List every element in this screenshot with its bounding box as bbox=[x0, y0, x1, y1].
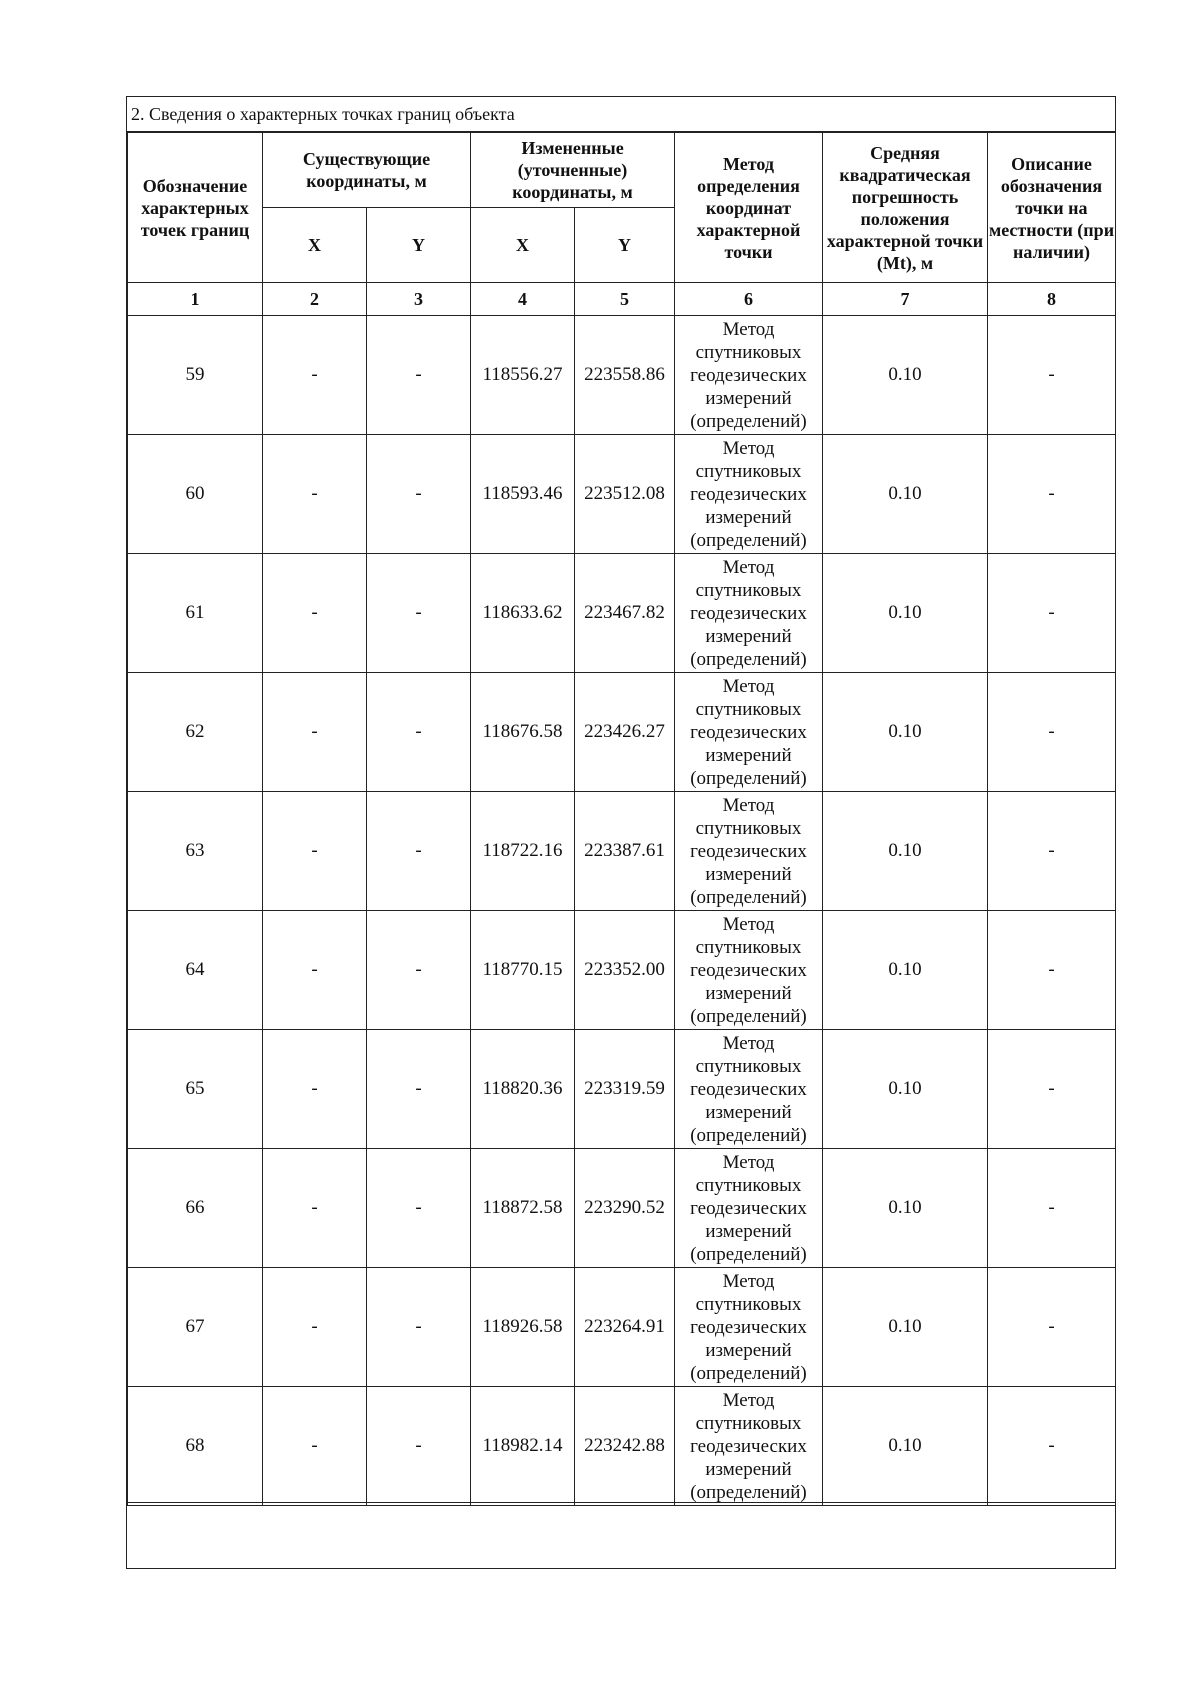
existing-x-cell: - bbox=[263, 1268, 367, 1387]
table-row bbox=[128, 673, 1116, 792]
description-cell: - bbox=[988, 316, 1116, 435]
column-number: 2 bbox=[263, 283, 367, 316]
changed-y-cell: 223242.88 bbox=[575, 1387, 675, 1506]
changed-y-cell: 223352.00 bbox=[575, 911, 675, 1030]
table-row bbox=[128, 792, 1116, 911]
changed-y-cell: 223558.86 bbox=[575, 316, 675, 435]
method-cell: Метод спутниковых геодезических измерений (определений) bbox=[675, 316, 823, 435]
changed-x-cell: 118676.58 bbox=[471, 673, 575, 792]
point-id-cell: 67 bbox=[128, 1268, 263, 1387]
changed-x-cell: 118982.14 bbox=[471, 1387, 575, 1506]
header-changed-y: Y bbox=[575, 208, 675, 283]
header-changed-coordinates: Измененные (уточненные) координаты, м bbox=[471, 133, 675, 208]
header-existing-y: Y bbox=[367, 208, 471, 283]
method-cell: Метод спутниковых геодезических измерений (определений) bbox=[675, 554, 823, 673]
mean-error-cell: 0.10 bbox=[823, 911, 988, 1030]
existing-y-cell: - bbox=[367, 911, 471, 1030]
existing-x-cell: - bbox=[263, 554, 367, 673]
description-cell: - bbox=[988, 673, 1116, 792]
empty-footer-row bbox=[127, 1502, 1115, 1568]
existing-y-cell: - bbox=[367, 1149, 471, 1268]
column-number: 8 bbox=[988, 283, 1116, 316]
column-number: 6 bbox=[675, 283, 823, 316]
header-method: Метод определения координат характерной точки bbox=[675, 133, 823, 283]
header-existing-x: X bbox=[263, 208, 367, 283]
header-description: Описание обозначения точки на местности (при наличии) bbox=[988, 133, 1116, 283]
boundary-points-table bbox=[127, 132, 1116, 1506]
mean-error-cell: 0.10 bbox=[823, 1387, 988, 1506]
existing-y-cell: - bbox=[367, 435, 471, 554]
existing-x-cell: - bbox=[263, 673, 367, 792]
changed-y-cell: 223290.52 bbox=[575, 1149, 675, 1268]
changed-x-cell: 118633.62 bbox=[471, 554, 575, 673]
description-cell: - bbox=[988, 554, 1116, 673]
mean-error-cell: 0.10 bbox=[823, 1030, 988, 1149]
table-row bbox=[128, 316, 1116, 435]
description-cell: - bbox=[988, 1268, 1116, 1387]
table-row bbox=[128, 911, 1116, 1030]
changed-y-cell: 223512.08 bbox=[575, 435, 675, 554]
changed-x-cell: 118770.15 bbox=[471, 911, 575, 1030]
description-cell: - bbox=[988, 792, 1116, 911]
header-existing-coordinates: Существующие координаты, м bbox=[263, 133, 471, 208]
header-point-designation: Обозначение характерных точек границ bbox=[128, 133, 263, 283]
column-number-row bbox=[128, 283, 1116, 316]
existing-x-cell: - bbox=[263, 1030, 367, 1149]
table-row bbox=[128, 435, 1116, 554]
document-sheet bbox=[126, 96, 1116, 1569]
point-id-cell: 60 bbox=[128, 435, 263, 554]
method-cell: Метод спутниковых геодезических измерений (определений) bbox=[675, 1030, 823, 1149]
table-row bbox=[128, 1149, 1116, 1268]
changed-y-cell: 223467.82 bbox=[575, 554, 675, 673]
header-row-1 bbox=[128, 133, 1116, 208]
existing-x-cell: - bbox=[263, 911, 367, 1030]
description-cell: - bbox=[988, 1149, 1116, 1268]
column-number: 4 bbox=[471, 283, 575, 316]
method-cell: Метод спутниковых геодезических измерений (определений) bbox=[675, 1268, 823, 1387]
point-id-cell: 63 bbox=[128, 792, 263, 911]
existing-y-cell: - bbox=[367, 792, 471, 911]
point-id-cell: 59 bbox=[128, 316, 263, 435]
method-cell: Метод спутниковых геодезических измерений (определений) bbox=[675, 435, 823, 554]
description-cell: - bbox=[988, 435, 1116, 554]
existing-y-cell: - bbox=[367, 1030, 471, 1149]
existing-y-cell: - bbox=[367, 316, 471, 435]
changed-y-cell: 223264.91 bbox=[575, 1268, 675, 1387]
column-number: 1 bbox=[128, 283, 263, 316]
changed-x-cell: 118556.27 bbox=[471, 316, 575, 435]
changed-x-cell: 118820.36 bbox=[471, 1030, 575, 1149]
existing-y-cell: - bbox=[367, 673, 471, 792]
mean-error-cell: 0.10 bbox=[823, 792, 988, 911]
mean-error-cell: 0.10 bbox=[823, 435, 988, 554]
point-id-cell: 64 bbox=[128, 911, 263, 1030]
mean-error-cell: 0.10 bbox=[823, 316, 988, 435]
point-id-cell: 68 bbox=[128, 1387, 263, 1506]
changed-x-cell: 118593.46 bbox=[471, 435, 575, 554]
point-id-cell: 65 bbox=[128, 1030, 263, 1149]
description-cell: - bbox=[988, 1030, 1116, 1149]
existing-y-cell: - bbox=[367, 1268, 471, 1387]
table-row bbox=[128, 1030, 1116, 1149]
changed-x-cell: 118926.58 bbox=[471, 1268, 575, 1387]
table-row bbox=[128, 554, 1116, 673]
method-cell: Метод спутниковых геодезических измерений (определений) bbox=[675, 792, 823, 911]
existing-x-cell: - bbox=[263, 792, 367, 911]
mean-error-cell: 0.10 bbox=[823, 1268, 988, 1387]
header-changed-x: X bbox=[471, 208, 575, 283]
mean-error-cell: 0.10 bbox=[823, 673, 988, 792]
method-cell: Метод спутниковых геодезических измерений (определений) bbox=[675, 1387, 823, 1506]
method-cell: Метод спутниковых геодезических измерений (определений) bbox=[675, 911, 823, 1030]
existing-x-cell: - bbox=[263, 1149, 367, 1268]
existing-x-cell: - bbox=[263, 1387, 367, 1506]
mean-error-cell: 0.10 bbox=[823, 554, 988, 673]
point-id-cell: 62 bbox=[128, 673, 263, 792]
method-cell: Метод спутниковых геодезических измерений (определений) bbox=[675, 1149, 823, 1268]
changed-y-cell: 223319.59 bbox=[575, 1030, 675, 1149]
existing-y-cell: - bbox=[367, 554, 471, 673]
header-mean-error: Средняя квадратическая погрешность положения характерной точки (Mt), м bbox=[823, 133, 988, 283]
changed-y-cell: 223387.61 bbox=[575, 792, 675, 911]
existing-y-cell: - bbox=[367, 1387, 471, 1506]
column-number: 3 bbox=[367, 283, 471, 316]
changed-y-cell: 223426.27 bbox=[575, 673, 675, 792]
mean-error-cell: 0.10 bbox=[823, 1149, 988, 1268]
description-cell: - bbox=[988, 1387, 1116, 1506]
changed-x-cell: 118872.58 bbox=[471, 1149, 575, 1268]
method-cell: Метод спутниковых геодезических измерений (определений) bbox=[675, 673, 823, 792]
existing-x-cell: - bbox=[263, 435, 367, 554]
table-row bbox=[128, 1387, 1116, 1506]
point-id-cell: 61 bbox=[128, 554, 263, 673]
point-id-cell: 66 bbox=[128, 1149, 263, 1268]
column-number: 5 bbox=[575, 283, 675, 316]
existing-x-cell: - bbox=[263, 316, 367, 435]
column-number: 7 bbox=[823, 283, 988, 316]
table-row bbox=[128, 1268, 1116, 1387]
section-title: 2. Сведения о характерных точках границ объекта bbox=[127, 97, 1115, 132]
description-cell: - bbox=[988, 911, 1116, 1030]
changed-x-cell: 118722.16 bbox=[471, 792, 575, 911]
